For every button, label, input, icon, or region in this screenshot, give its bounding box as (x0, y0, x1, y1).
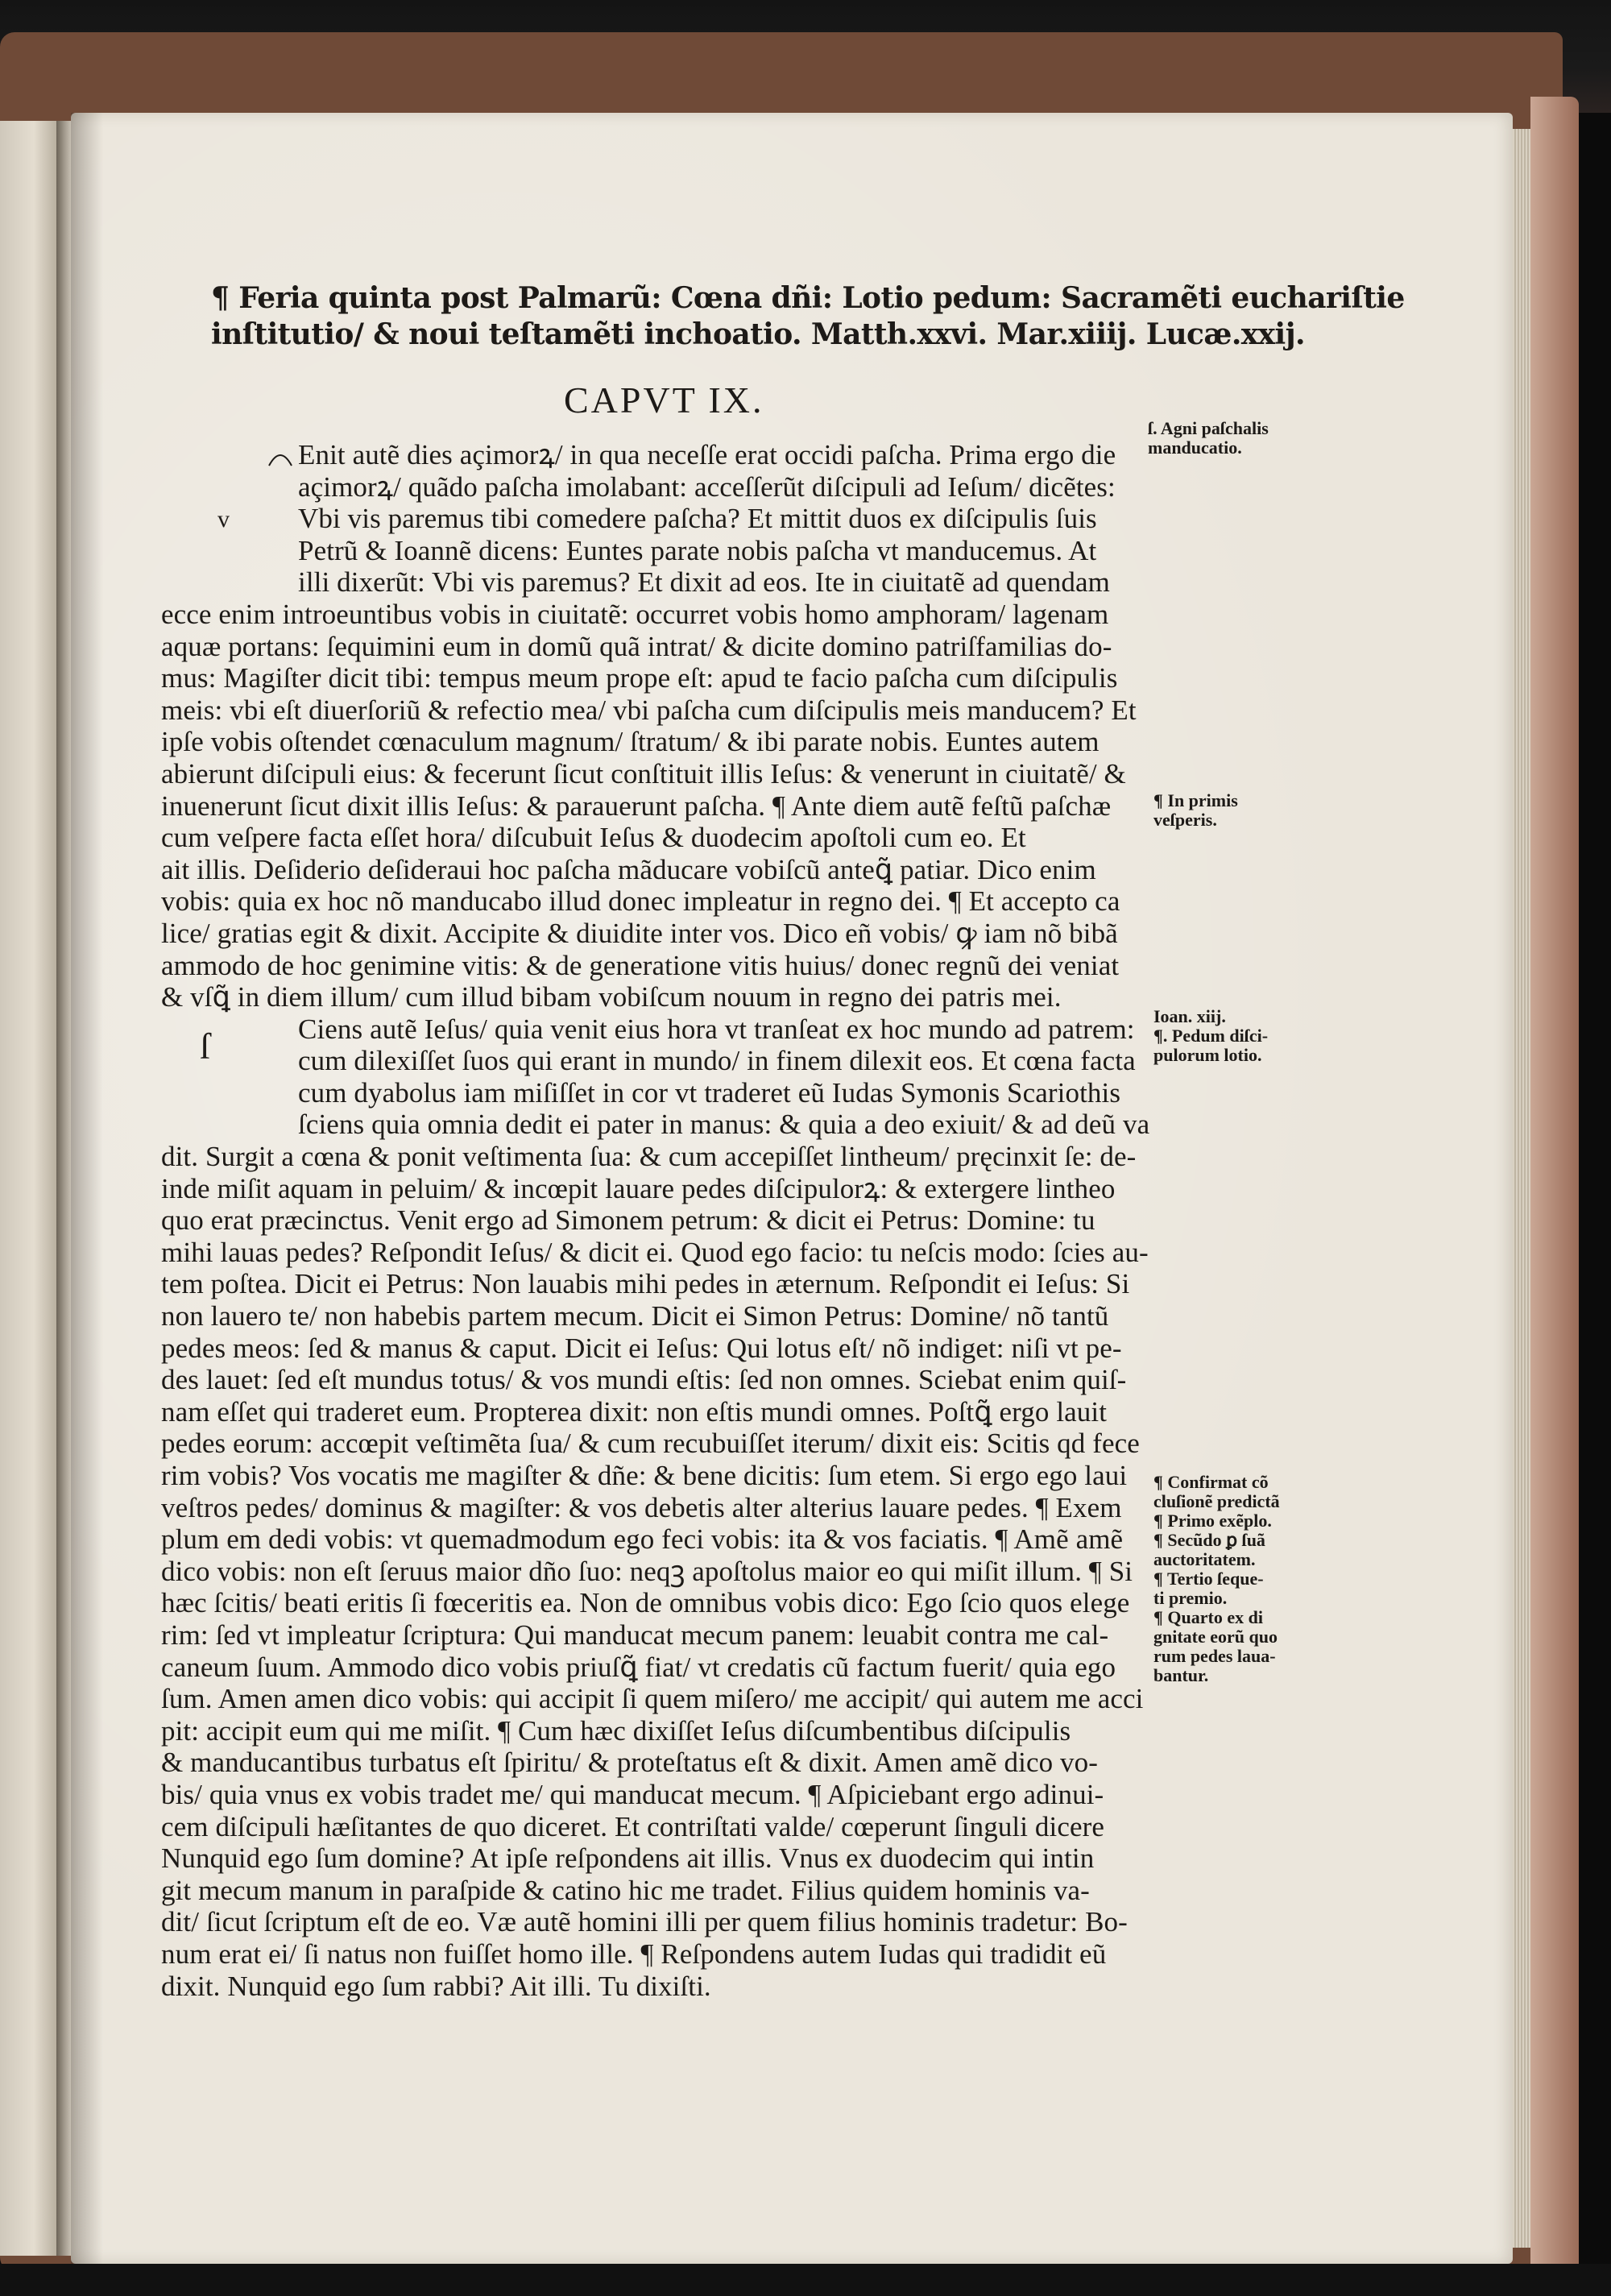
margin-note-1 (1148, 419, 1269, 458)
body-line: mihi lauas pedes? Reſpondit Ieſus/ & dicit ei. Quod ego facio: tu neſcis modo: ſcies au- (161, 1236, 1149, 1268)
body-line: ecce enim introeuntibus vobis in ciuitatẽ: occurret vobis homo amphoram/ lagenam (161, 598, 1109, 630)
margin-note-4 (1153, 1473, 1280, 1685)
margin-note-line: auctoritatem. (1153, 1549, 1256, 1569)
body-line: hæc ſcitis/ beati eritis ſi fœceritis ea. Non de omnibus vobis dico: Ego ſcio quos elege (161, 1587, 1130, 1619)
body-line: vobis: quia ex hoc nõ manducabo illud donec impleatur in regno dei. ¶ Et accepto ca (161, 885, 1120, 918)
body-line: ipſe vobis oſtendet cœnaculum magnum/ ſtratum/ & ibi parate nobis. Euntes autem (161, 726, 1100, 758)
section-heading (211, 280, 1405, 353)
body-text (161, 439, 1149, 2002)
margin-note-line: ¶ Quarto ex di (1153, 1607, 1263, 1627)
body-line: dico vobis: non eſt ſeruus maior dño ſuo: neqꝫ apoſtolus maior eo qui miſit illum. ¶ Si (161, 1555, 1133, 1587)
body-line: Enit autẽ dies açimorꝝ/ in qua neceſſe erat occidi paſcha. Prima ergo die (298, 439, 1116, 470)
margin-note-line: ¶ Primo exẽplo. (1153, 1511, 1272, 1531)
body-line: ſciens quia omnia dedit ei pater in manus: & quia a deo exiuit/ & ad deũ va (298, 1109, 1150, 1141)
heading-line-2: inſtitutio/ & noui teſtamẽti inchoatio. Matth.xxvi. Mar.xiiij. Lucæ.xxij. (211, 317, 1305, 351)
margin-note-line: ti premio. (1153, 1588, 1228, 1608)
body-line: bis/ quia vnus ex vobis tradet me/ qui manducat mecum. ¶ Aſpiciebant ergo adinui- (161, 1778, 1104, 1810)
margin-note-2 (1153, 791, 1238, 830)
body-line: dit. Surgit a cœna & ponit veſtimenta ſua: & cum accepiſſet lintheum/ pręcinxit ſe: de- (161, 1141, 1137, 1173)
margin-note-line: manducatio. (1148, 437, 1242, 458)
body-line: pit: accipit eum qui me miſit. ¶ Cum hæc dixiſſet Ieſus diſcumbentibus diſcipulis (161, 1714, 1071, 1747)
book-board-bottom (0, 2264, 1611, 2296)
body-line: illi dixerũt: Vbi vis paremus? Et dixit ad eos. Ite in ciuitatẽ ad quendam (298, 566, 1110, 599)
body-line: inde miſit aquam in peluim/ & incœpit lauare pedes diſcipulorꝝ: & extergere lintheo (161, 1172, 1116, 1204)
margin-note-line: gnitate eorũ quo (1153, 1627, 1278, 1647)
body-line: caneum ſuum. Ammodo dico vobis priuſꝗ̃ fiat/ vt credatis cũ factum fuerit/ quia ego (161, 1651, 1116, 1683)
margin-note-line: ſ. Agni paſchalis (1148, 418, 1269, 438)
body-line: plum em dedi vobis: vt quemadmodum ego feci vobis: ita & vos faciatis. ¶ Amẽ amẽ (161, 1523, 1124, 1556)
chapter-title: CAPVT IX. (564, 379, 764, 421)
body-line: quo erat præcinctus. Venit ergo ad Simonem petrum: & dicit ei Petrus: Domine: tu (161, 1204, 1095, 1237)
body-line: pedes meos: ſed & manus & caput. Dicit ei Ieſus: Qui lotus eſt/ nõ indiget: niſi vt pe- (161, 1332, 1122, 1364)
body-line: veſtros pedes/ dominus & magiſter: & vos debetis alter alterius lauare pedes. ¶ Exem (161, 1491, 1122, 1523)
body-line: non lauero te/ non habebis partem mecum. Dicit ei Simon Petrus: Domine/ nõ tantũ (161, 1300, 1109, 1332)
body-line: pedes eorum: accœpit veſtimẽta ſua/ & cum recubuiſſet iterum/ dixit eis: Scitis qd fece (161, 1428, 1140, 1460)
body-line: Ciens autẽ Ieſus/ quia venit eius hora vt tranſeat ex hoc mundo ad patrem: (298, 1013, 1135, 1045)
body-line: açimorꝝ/ quãdo paſcha imolabant: acceſſerũt diſcipuli ad Ieſum/ dicẽtes: (298, 470, 1116, 503)
body-line: & manducantibus turbatus eſt ſpiritu/ & proteſtatus eſt & dixit. Amen amẽ dico vo- (161, 1747, 1098, 1779)
initial-flourish-v: v (217, 506, 230, 533)
body-line: ait illis. Deſiderio deſideraui hoc paſcha mãducare vobiſcũ anteꝗ̃ patiar. Dico enim (161, 853, 1096, 885)
margin-note-line: ¶ In primis (1153, 790, 1238, 810)
left-page-edge (0, 121, 56, 2256)
body-line: mus: Magiſter dicit tibi: tempus meum prope eſt: apud te facio paſcha cum diſcipulis (161, 662, 1118, 694)
body-line: dixit. Nunquid ego ſum rabbi? Ait illi. Tu dixiſti. (161, 1970, 711, 2002)
body-line: des lauet: ſed eſt mundus totus/ & vos mundi eſtis: ſed non omnes. Sciebat enim quiſ- (161, 1364, 1127, 1396)
body-line: num erat ei/ ſi natus non fuiſſet homo ille. ¶ Reſpondens autem Iudas qui tradidit eũ (161, 1938, 1107, 1970)
margin-note-line: ¶. Pedum diſci- (1153, 1026, 1269, 1046)
margin-note-line: pulorum lotio. (1153, 1045, 1262, 1065)
margin-note-line: ¶ Tertio ſeque- (1153, 1569, 1264, 1589)
body-line: tem poſtea. Dicit ei Petrus: Non lauabis mihi pedes in æternum. Reſpondit ei Ieſus: Si (161, 1268, 1130, 1300)
binding-right-edge (1530, 97, 1579, 2272)
body-line: ſum. Amen amen dico vobis: qui accipit ſi quem miſero/ me accipit/ qui autem me acci (161, 1683, 1144, 1715)
body-line: ammodo de hoc genimine vitis: & de generatione vitis huius/ donec regnũ dei veniat (161, 949, 1120, 981)
body-line: & vſꝗ̃ in diem illum/ cum illud bibam vobiſcum nouum in regno dei patris mei. (161, 981, 1062, 1013)
body-line: Nunquid ego ſum domine? At ipſe reſpondens ait illis. Vnus ex duodecim qui intin (161, 1842, 1095, 1875)
body-line: cem diſcipuli hæſitantes de quo diceret. Et contriſtati valde/ cœperunt ſinguli dicere (161, 1810, 1105, 1842)
body-line: abierunt diſcipuli eius: & fecerunt ſicut conſtituit illis Ieſus: & venerunt in ciuitatẽ/ & (161, 757, 1126, 790)
margin-note-line: bantur. (1153, 1665, 1209, 1685)
margin-note-line: ¶ Confirmat cõ (1153, 1472, 1269, 1492)
body-line: dit/ ſicut ſcriptum eſt de eo. Væ autẽ homini illi per quem filius hominis tradetur: Bo- (161, 1906, 1128, 1938)
body-line: rim vobis? Vos vocatis me magiſter & dñe: & bene dicitis: ſum etem. Si ergo ego laui (161, 1460, 1128, 1491)
fold-shadow (71, 113, 103, 2264)
body-line: cum dyabolus iam miſiſſet in cor vt traderet eũ Iudas Symonis Scariothis (298, 1076, 1121, 1109)
body-line: meis: vbi eſt diuerſoriũ & refectio mea/ vbi paſcha cum diſcipulis meis manducem? Et (161, 694, 1137, 726)
body-line: inuenerunt ſicut dixit illis Ieſus: & parauerunt paſcha. ¶ Ante diem autẽ feſtũ paſchæ (161, 790, 1112, 822)
body-line: git mecum manum in paraſpide & catino hic me tradet. Filius quidem hominis va- (161, 1874, 1090, 1906)
margin-note-line: cluſionẽ predictã (1153, 1491, 1280, 1511)
margin-note-line: rum pedes laua- (1153, 1646, 1276, 1666)
body-line: Petrũ & Ioannẽ dicens: Euntes parate nobis paſcha vt manducemus. At (298, 534, 1097, 566)
body-line: cum veſpere facta eſſet hora/ diſcubuit Ieſus & duodecim apoſtoli cum eo. Et (161, 822, 1026, 854)
margin-note-line: veſperis. (1153, 810, 1217, 830)
body-line: aquæ portans: ſequimini eum in domũ quã intrat/ & dicite domino patriſfamilias do- (161, 630, 1112, 662)
page-edges (1513, 129, 1530, 2248)
body-line: nam eſſet qui traderet eum. Propterea dixit: non eſtis mundi omnes. Poſtꝗ̃ ergo lauit (161, 1395, 1108, 1428)
body-line: rim: ſed vt impleatur ſcriptura: Qui manducat mecum panem: leuabit contra me cal- (161, 1618, 1109, 1651)
body-line: lice/ gratias egit & dixit. Accipite & diuidite inter vos. Dico eñ vobis/ ꝙ iam nõ bibã (161, 917, 1118, 949)
margin-note-line: Ioan. xiij. (1153, 1006, 1226, 1026)
initial-flourish-s: ſ (200, 1026, 210, 1067)
heading-line-1: ¶ Feria quinta post Palmarũ: Cœna dñi: Lotio pedum: Sacramẽti euchariſtie (211, 281, 1405, 315)
body-line: Vbi vis paremus tibi comedere paſcha? Et mittit duos ex diſcipulis ſuis (298, 503, 1097, 535)
margin-note-line: ¶ Secũdo ꝑ ſuã (1153, 1530, 1265, 1550)
margin-note-3 (1153, 1007, 1268, 1065)
body-line: cum dilexiſſet ſuos qui erant in mundo/ in finem dilexit eos. Et cœna facta (298, 1045, 1136, 1077)
